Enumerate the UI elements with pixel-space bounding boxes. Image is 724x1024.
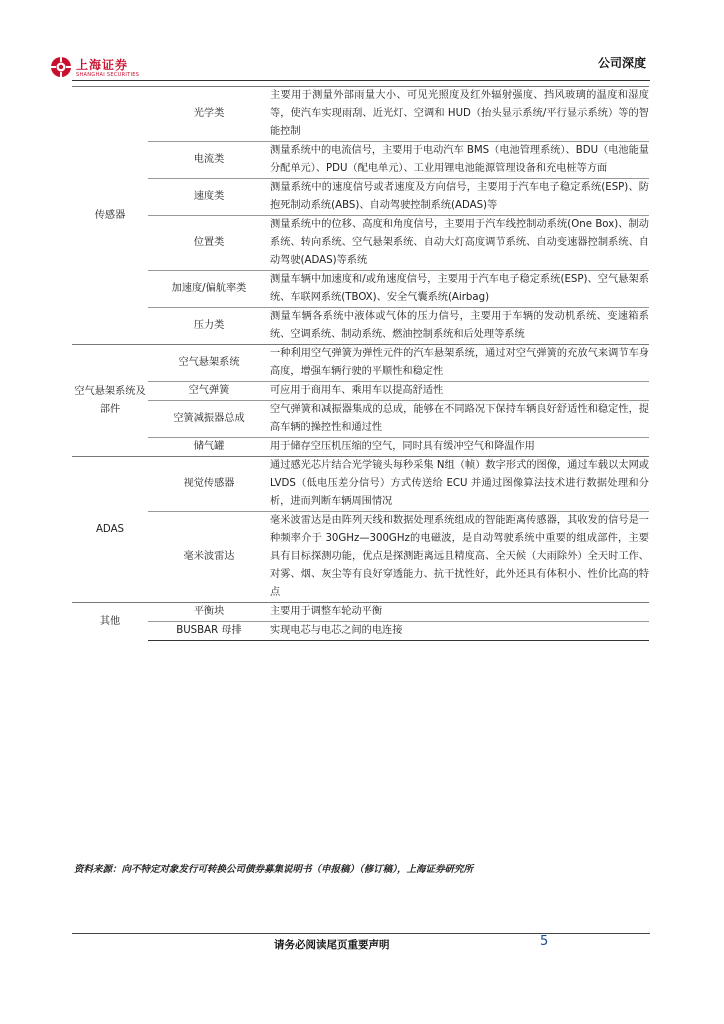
footer-notice: 请务必阅读尾页重要声明 <box>274 939 390 951</box>
item-cell: 加速度/偏航率类 <box>148 271 270 308</box>
description-cell: 测量系统中的位移、高度和角度信号，主要用于汽车线控制动系统(One Box)、制动系统、转向系统、空气悬架系统、自动大灯高度调节系统、自动变速器控制系统、自动驾驶(ADAS)等系统 <box>270 216 649 271</box>
table-row <box>72 401 649 438</box>
item-cell: 毫米波雷达 <box>148 512 270 603</box>
description-cell: 测量系统中的速度信号或者速度及方向信号，主要用于汽车电子稳定系统(ESP)、防抱死制动系统(ABS)、自动驾驶控制系统(ADAS)等 <box>270 179 649 216</box>
description-cell: 测量车辆中加速度和/或角速度信号，主要用于汽车电子稳定系统(ESP)、空气悬架系统、车联网系统(TBOX)、安全气囊系统(Airbag) <box>270 271 649 308</box>
description-cell: 测量系统中的电流信号，主要用于电动汽车 BMS（电池管理系统）、BDU（电池能量分配单元）、PDU（配电单元）、工业用锂电池能源管理设备和充电桩等方面 <box>270 142 649 179</box>
description-cell: 一种利用空气弹簧为弹性元件的汽车悬架系统，通过对空气弹簧的充放气来调节车身高度，增强车辆行驶的平顺性和稳定性 <box>270 345 649 382</box>
table-row <box>72 345 649 382</box>
description-cell: 主要用于测量外部雨量大小、可见光照度及红外辐射强度、挡风玻璃的温度和湿度等，使汽车实现雨刮、近光灯、空调和 HUD（抬头显示系统/平行显示系统）等的智能控制 <box>270 87 649 142</box>
footer-divider <box>72 933 650 934</box>
item-cell: 空气弹簧 <box>148 382 270 401</box>
table-row <box>72 271 649 308</box>
table-row <box>72 87 649 142</box>
item-cell: 平衡块 <box>148 603 270 622</box>
product-table <box>72 86 649 641</box>
description-cell: 用于储存空压机压缩的空气，同时具有缓冲空气和降温作用 <box>270 438 649 457</box>
page-number: 5 <box>540 934 549 949</box>
item-cell: 压力类 <box>148 308 270 345</box>
table-row <box>72 512 649 603</box>
description-cell: 实现电芯与电芯之间的电连接 <box>270 622 649 641</box>
item-cell: BUSBAR 母排 <box>148 622 270 641</box>
item-cell: 空簧减振器总成 <box>148 401 270 438</box>
item-cell: 速度类 <box>148 179 270 216</box>
shanghai-securities-logo-icon <box>50 56 72 78</box>
category-cell: 其他 <box>72 603 148 641</box>
description-cell: 通过感光芯片结合光学镜头每秒采集 N组（帧）数字形式的图像，通过车载以太网或 LVDS（低电压差分信号）方式传送给 ECU 并通过图像算法技术进行数据处理和分析，进而判断车辆周围情况 <box>270 457 649 512</box>
item-cell: 空气悬架系统 <box>148 345 270 382</box>
item-cell: 光学类 <box>148 87 270 142</box>
description-cell: 可应用于商用车、乘用车以提高舒适性 <box>270 382 649 401</box>
description-cell: 测量车辆各系统中液体或气体的压力信号，主要用于车辆的发动机系统、变速箱系统、空调系统、制动系统、燃油控制系统和后处理等系统 <box>270 308 649 345</box>
table-row <box>72 457 649 512</box>
document-type: 公司深度 <box>597 56 646 70</box>
category-cell: ADAS <box>72 457 148 603</box>
item-cell: 储气罐 <box>148 438 270 457</box>
category-cell: 空气悬架系统及部件 <box>72 345 148 457</box>
table-row <box>72 382 649 401</box>
source-note: 资料来源：向不特定对象发行可转换公司债券募集说明书（申报稿）（修订稿），上海证券研究所 <box>74 864 474 875</box>
table-row <box>72 438 649 457</box>
table-row <box>72 216 649 271</box>
table-row <box>72 622 649 641</box>
description-cell: 毫米波雷达是由阵列天线和数据处理系统组成的智能距离传感器，其收发的信号是一种频率介于 30GHz—300GHz的电磁波，是自动驾驶系统中重要的组成部件，主要具有目标探测功能，优点是探测距离远且精度高、全天候（大雨除外）全天时工作、对雾、烟、灰尘等有良好穿透能力、抗干扰性好，此外还具有体积小、性价比高的特点 <box>270 512 649 603</box>
item-cell: 位置类 <box>148 216 270 271</box>
table-row <box>72 142 649 179</box>
header-divider <box>72 80 650 81</box>
description-cell: 空气弹簧和减振器集成的总成，能够在不同路况下保持车辆良好舒适性和稳定性，提高车辆的操控性和通过性 <box>270 401 649 438</box>
item-cell: 电流类 <box>148 142 270 179</box>
item-cell: 视觉传感器 <box>148 457 270 512</box>
brand-name-en: SHANGHAI SECURITIES <box>76 72 140 78</box>
brand-name: 上海证券 <box>76 58 129 72</box>
table-row <box>72 179 649 216</box>
table-row <box>72 308 649 345</box>
description-cell: 主要用于调整车轮动平衡 <box>270 603 649 622</box>
category-cell: 传感器 <box>72 87 148 345</box>
table-row <box>72 603 649 622</box>
page-header <box>46 50 650 80</box>
